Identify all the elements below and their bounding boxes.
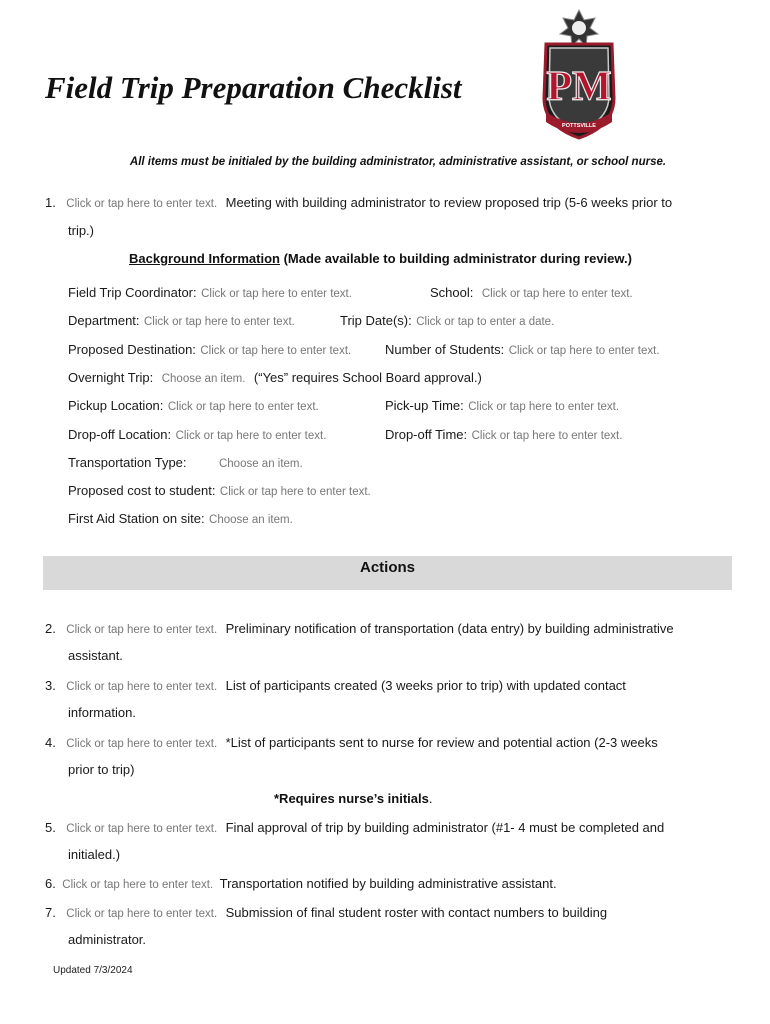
students-label: Number of Students:: [385, 342, 505, 357]
dropoff-location-label: Drop-off Location:: [68, 427, 172, 442]
transport-label: Transportation Type:: [68, 455, 187, 470]
item-7-text: Submission of final student roster with contact numbers to building: [225, 905, 608, 920]
background-info-heading-underlined: Background Information: [129, 251, 280, 266]
dropoff-time-label: Drop-off Time:: [385, 427, 468, 442]
item-number: 3.: [45, 678, 56, 693]
initials-field-7[interactable]: Click or tap here to enter text.: [66, 908, 218, 920]
dropoff-time-field[interactable]: Click or tap here to enter text.: [471, 430, 623, 442]
trip-dates-field[interactable]: Click or tap to enter a date.: [416, 316, 555, 328]
overnight-dropdown[interactable]: Choose an item.: [161, 373, 246, 385]
item-1-text: Meeting with building administrator to review proposed trip (5-6 weeks prior to: [225, 195, 673, 210]
dropoff-location-row: [68, 426, 326, 444]
destination-field[interactable]: Click or tap here to enter text.: [200, 345, 352, 357]
pickup-time-label: Pick-up Time:: [385, 398, 464, 413]
school-label: School:: [430, 285, 474, 300]
students-row: [385, 341, 660, 359]
checklist-item-3: [45, 677, 626, 695]
item-number: 7.: [45, 905, 56, 920]
item-6-text: Transportation notified by building administrative assistant.: [219, 876, 557, 891]
initials-field-3[interactable]: Click or tap here to enter text.: [66, 681, 218, 693]
school-crest-logo: [540, 8, 618, 142]
item-number: 6.: [45, 876, 56, 891]
item-1-text-continued: trip.): [68, 223, 94, 238]
item-number: 4.: [45, 735, 56, 750]
pickup-time-field[interactable]: Click or tap here to enter text.: [468, 401, 620, 413]
item-number: 5.: [45, 820, 56, 835]
initials-field-2[interactable]: Click or tap here to enter text.: [66, 624, 218, 636]
item-2-text: Preliminary notification of transportation (data entry) by building administrative: [225, 621, 674, 636]
svg-text:POTTSVILLE: POTTSVILLE: [562, 123, 596, 129]
item-number: 2.: [45, 621, 56, 636]
item-5-text: Final approval of trip by building administrator (#1- 4 must be completed and: [225, 820, 665, 835]
destination-label: Proposed Destination:: [68, 342, 196, 357]
initials-field-5[interactable]: Click or tap here to enter text.: [66, 823, 218, 835]
instructions-note: All items must be initialed by the building administrator, administrative assistant, or school nurse.: [129, 156, 667, 168]
checklist-item-1: [45, 194, 672, 212]
first-aid-dropdown[interactable]: Choose an item.: [209, 514, 293, 526]
coordinator-label: Field Trip Coordinator:: [68, 285, 197, 300]
checklist-item-4: [45, 734, 658, 752]
item-4-text-continued: prior to trip): [68, 762, 135, 777]
transport-row: [68, 454, 303, 472]
cost-row: [68, 482, 371, 500]
trip-dates-row: [340, 312, 554, 330]
svg-text:PM: PM: [546, 64, 612, 110]
checklist-item-2: [45, 620, 674, 638]
pickup-location-field[interactable]: Click or tap here to enter text.: [167, 401, 319, 413]
page-title: Field Trip Preparation Checklist: [45, 70, 462, 105]
item-3-text-continued: information.: [68, 705, 136, 720]
initials-field-6[interactable]: Click or tap here to enter text.: [62, 879, 214, 891]
item-3-text: List of participants created (3 weeks prior to trip) with updated contact: [225, 678, 626, 693]
school-field[interactable]: Click or tap here to enter text.: [481, 288, 633, 300]
cost-field[interactable]: Click or tap here to enter text.: [219, 486, 371, 498]
checklist-item-6: [45, 875, 557, 893]
department-row: [68, 312, 295, 330]
pickup-location-label: Pickup Location:: [68, 398, 164, 413]
cost-label: Proposed cost to student:: [68, 483, 216, 498]
initials-field-4[interactable]: Click or tap here to enter text.: [66, 738, 218, 750]
nurse-initials-note: [274, 791, 432, 806]
updated-date-footer: Updated 7/3/2024: [53, 965, 133, 976]
item-4-text: *List of participants sent to nurse for review and potential action (2-3 weeks: [225, 735, 658, 750]
background-info-heading-rest: (Made available to building administrator during review.): [279, 251, 632, 266]
overnight-row: [68, 369, 482, 387]
dropoff-time-row: [385, 426, 622, 444]
first-aid-label: First Aid Station on site:: [68, 511, 205, 526]
nurse-initials-note-bold: *Requires nurse’s initials: [274, 791, 429, 806]
trip-dates-label: Trip Date(s):: [340, 313, 412, 328]
department-label: Department:: [68, 313, 140, 328]
item-5-text-continued: initialed.): [68, 847, 121, 862]
overnight-note: (“Yes” requires School Board approval.): [253, 370, 482, 385]
first-aid-row: [68, 510, 293, 528]
actions-heading: Actions: [43, 556, 732, 590]
transport-dropdown[interactable]: Choose an item.: [218, 458, 303, 470]
coordinator-field[interactable]: Click or tap here to enter text.: [201, 288, 352, 300]
nurse-initials-note-period: .: [428, 791, 433, 806]
school-row: [430, 284, 633, 302]
pickup-location-row: [68, 397, 319, 415]
department-field[interactable]: Click or tap here to enter text.: [144, 316, 295, 328]
destination-row: [68, 341, 351, 359]
item-2-text-continued: assistant.: [68, 648, 123, 663]
students-field[interactable]: Click or tap here to enter text.: [508, 345, 660, 357]
item-7-text-continued: administrator.: [68, 932, 147, 947]
pickup-time-row: [385, 397, 619, 415]
initials-field-1[interactable]: Click or tap here to enter text.: [66, 198, 218, 210]
overnight-label: Overnight Trip:: [68, 370, 154, 385]
checklist-item-5: [45, 819, 664, 837]
item-number: 1.: [45, 195, 56, 210]
dropoff-location-field[interactable]: Click or tap here to enter text.: [175, 430, 327, 442]
background-info-heading: [129, 251, 632, 266]
coordinator-row: [68, 284, 352, 302]
checklist-item-7: [45, 904, 607, 922]
